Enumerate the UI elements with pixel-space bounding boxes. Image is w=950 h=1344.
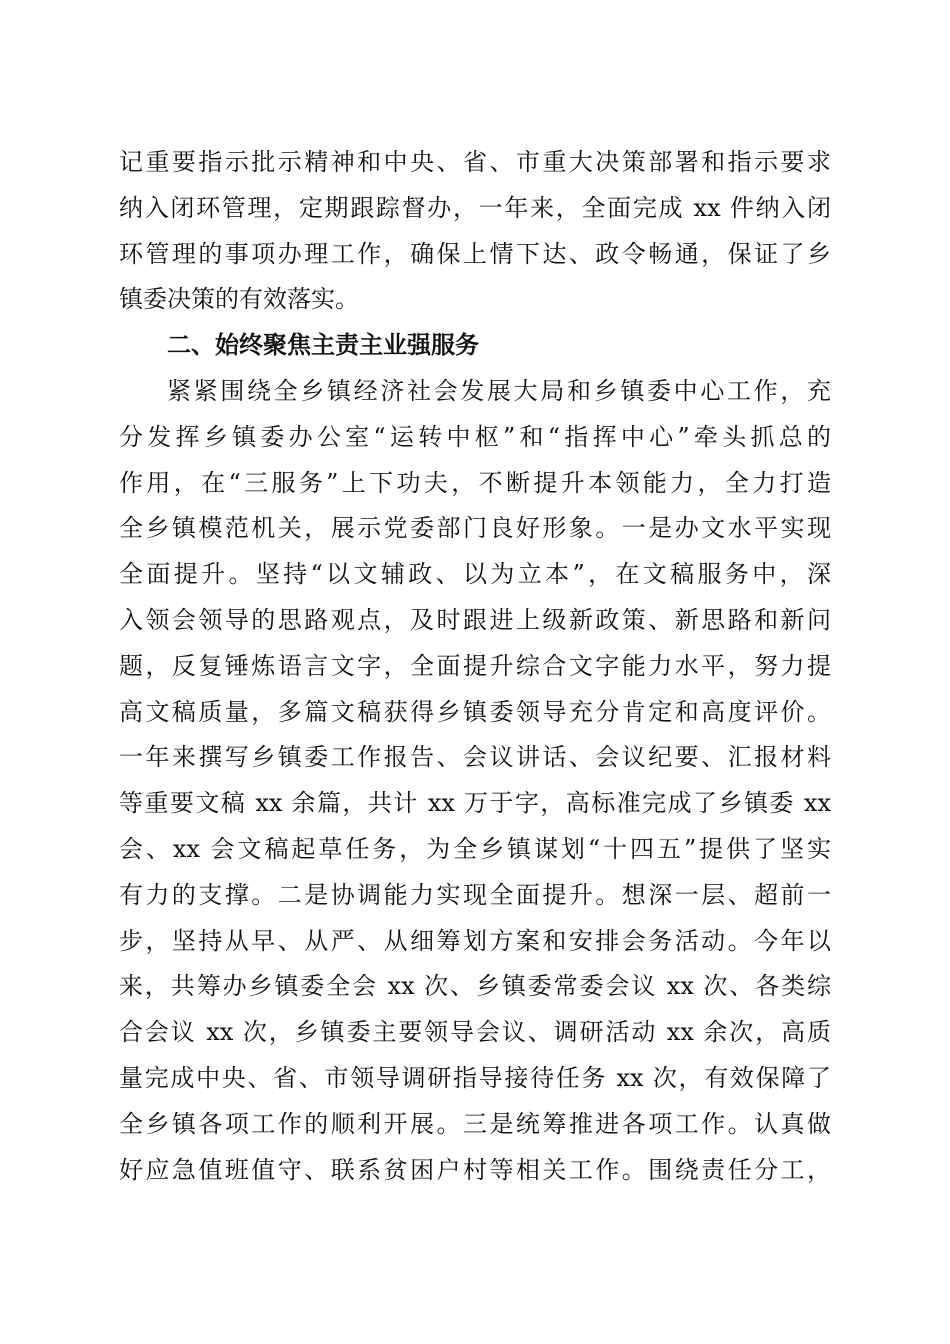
text-line: 环管理的事项办理工作，确保上情下达、政令畅通，保证了乡 [119, 239, 831, 268]
text-line: 有力的支撑。二是协调能力实现全面提升。想深一层、超前一 [119, 880, 831, 909]
text-line: 全乡镇模范机关，展示党委部门良好形象。一是办文水平实现 [119, 514, 831, 543]
text-line: 全面提升。坚持“以文辅政、以为立本”，在文稿服务中，深 [119, 560, 831, 589]
text-line: 高文稿质量，多篇文稿获得乡镇委领导充分肯定和高度评价。 [119, 697, 831, 726]
document-body [119, 140, 831, 1193]
text-line: 一年来撰写乡镇委工作报告、会议讲话、会议纪要、汇报材料 [119, 743, 831, 772]
text-line: 来，共筹办乡镇委全会 xx 次、乡镇委常委会议 xx 次、各类综 [119, 972, 831, 1001]
text-line: 纳入闭环管理，定期跟踪督办，一年来，全面完成 xx 件纳入闭 [119, 193, 831, 222]
text-line: 步，坚持从早、从严、从细筹划方案和安排会务活动。今年以 [119, 926, 831, 955]
text-line: 全乡镇各项工作的顺利开展。三是统筹推进各项工作。认真做 [119, 1109, 831, 1138]
text-line: 镇委决策的有效落实。 [119, 285, 359, 314]
paragraph-service [119, 369, 831, 1193]
paragraph-continuation [119, 140, 831, 323]
text-line: 紧紧围绕全乡镇经济社会发展大局和乡镇委中心工作，充 [167, 376, 831, 405]
text-line: 好应急值班值守、联系贫困户村等相关工作。围绕责任分工， [119, 1155, 831, 1184]
text-line: 题，反复锤炼语言文字，全面提升综合文字能力水平，努力提 [119, 651, 831, 680]
section-heading: 二、始终聚焦主责主业强服务 [167, 331, 479, 360]
text-line: 量完成中央、省、市领导调研指导接待任务 xx 次，有效保障了 [119, 1063, 831, 1092]
text-line: 分发挥乡镇委办公室“运转中枢”和“指挥中心”牵头抓总的 [119, 422, 831, 451]
text-line: 等重要文稿 xx 余篇，共计 xx 万于字，高标准完成了乡镇委 xx [119, 789, 831, 818]
text-line: 入领会领导的思路观点，及时跟进上级新政策、新思路和新问 [119, 605, 831, 634]
text-line: 记重要指示批示精神和中央、省、市重大决策部署和指示要求 [119, 148, 831, 176]
text-line: 作用，在“三服务”上下功夫，不断提升本领能力，全力打造 [119, 468, 831, 497]
text-line: 合会议 xx 次，乡镇委主要领导会议、调研活动 xx 余次，高质 [119, 1018, 831, 1047]
text-line: 会、xx 会文稿起草任务，为全乡镇谋划“十四五”提供了坚实 [119, 834, 831, 863]
